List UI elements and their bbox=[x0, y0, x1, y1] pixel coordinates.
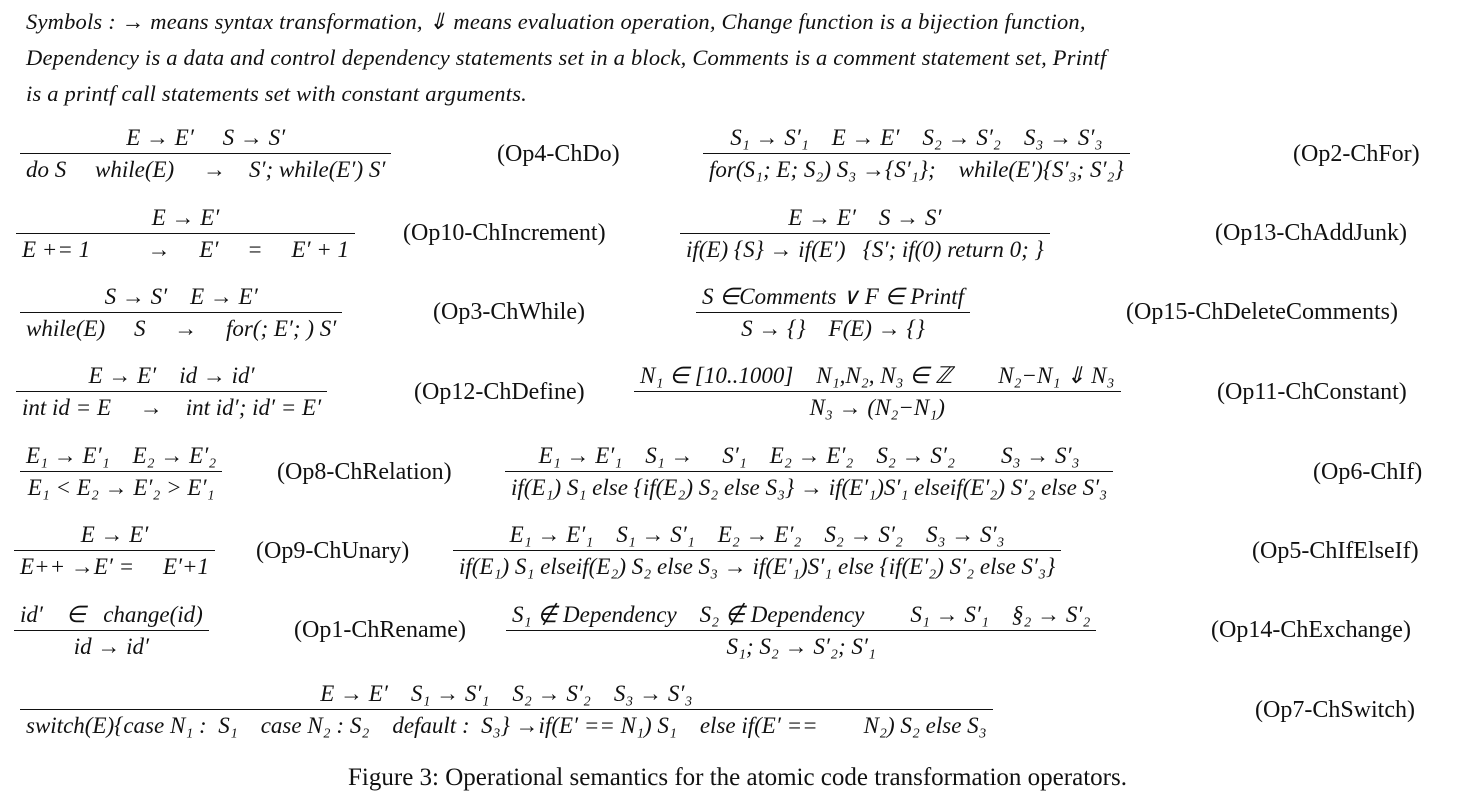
rule-op15 bbox=[696, 283, 970, 343]
inference-bar bbox=[506, 630, 1096, 631]
rule-premise: id′ ∈ change(id) bbox=[20, 602, 203, 627]
rule-premise: S₁ → S′₁ E → E′ S₂ → S′₂ S₃ → S′₃ bbox=[730, 125, 1103, 150]
rule-label-op9: (Op9-ChUnary) bbox=[256, 538, 410, 564]
rule-premise: E → E′ bbox=[151, 205, 220, 230]
rule-conclusion: while(E) S → for(; E′; ) S′ bbox=[26, 316, 337, 341]
inference-bar bbox=[20, 709, 993, 710]
rule-op12 bbox=[16, 362, 327, 422]
rule-label-op4: (Op4-ChDo) bbox=[497, 141, 620, 167]
rule-conclusion: if(E₁) S₁ elseif(E₂) S₂ else S₃ → if(E′₁)S′₁ else {if(E′₂) S′₂ else S′₃} bbox=[459, 554, 1056, 579]
rule-op4 bbox=[20, 124, 391, 184]
inference-bar bbox=[505, 471, 1113, 472]
rule-label-op7: (Op7-ChSwitch) bbox=[1255, 697, 1415, 723]
rule-label-op12: (Op12-ChDefine) bbox=[414, 379, 585, 405]
rule-conclusion: E₁ < E₂ → E′₂ > E′₁ bbox=[27, 475, 215, 500]
rule-op5 bbox=[453, 521, 1061, 581]
inference-bar bbox=[680, 233, 1050, 234]
inference-bar bbox=[20, 153, 391, 154]
rule-conclusion: do S while(E) → S′; while(E′) S′ bbox=[26, 157, 386, 182]
rule-conclusion: for(S₁; E; S₂) S₃ →{S′₁}; while(E′){S′₃; S′₂} bbox=[709, 157, 1124, 182]
rule-op13 bbox=[680, 204, 1050, 264]
rule-op6 bbox=[505, 442, 1113, 502]
rule-op7 bbox=[20, 680, 993, 740]
inference-bar bbox=[14, 550, 215, 551]
inference-bar bbox=[634, 391, 1121, 392]
rule-op3 bbox=[20, 283, 342, 343]
rule-conclusion: E++ →E′ = E′+1 bbox=[20, 554, 210, 579]
rule-conclusion: E += 1 → E′ = E′ + 1 bbox=[22, 237, 350, 262]
rule-label-op5: (Op5-ChIfElseIf) bbox=[1252, 538, 1419, 564]
rule-conclusion: if(E₁) S₁ else {if(E₂) S₂ else S₃} → if(E′₁)S′₁ elseif(E′₂) S′₂ else S′₃ bbox=[511, 475, 1108, 500]
rule-premise: E → E′ S → S′ bbox=[788, 205, 942, 230]
figure-caption: Figure 3: Operational semantics for the atomic code transformation operators. bbox=[348, 764, 1127, 791]
rule-op2 bbox=[703, 124, 1130, 184]
rule-label-op2: (Op2-ChFor) bbox=[1293, 141, 1420, 167]
rule-op14 bbox=[506, 601, 1096, 661]
inference-bar bbox=[14, 630, 209, 631]
rule-label-op13: (Op13-ChAddJunk) bbox=[1215, 220, 1407, 246]
rule-label-op8: (Op8-ChRelation) bbox=[277, 459, 452, 485]
rule-conclusion: N₃ → (N₂−N₁) bbox=[809, 395, 945, 420]
legend-line-3: is a printf call statements set with constant arguments. bbox=[26, 81, 527, 106]
rule-op1 bbox=[14, 601, 209, 661]
rule-premise: S ∈Comments ∨ F ∈ Printf bbox=[702, 284, 964, 309]
inference-bar bbox=[696, 312, 970, 313]
inference-bar bbox=[16, 233, 355, 234]
inference-bar bbox=[20, 471, 222, 472]
rule-op11 bbox=[634, 362, 1121, 422]
rule-conclusion: S₁; S₂ → S′₂; S′₁ bbox=[726, 634, 876, 659]
rule-conclusion: S → {} F(E) → {} bbox=[741, 316, 925, 341]
rule-premise: S₁ ∉ Dependency S₂ ∉ Dependency S₁ → S′₁ §₂ → S′₂ bbox=[512, 602, 1091, 627]
rule-premise: N₁ ∈ [10..1000] N₁,N₂, N₃ ∈ ℤ N₂−N₁ ⇓ N₃ bbox=[640, 363, 1115, 388]
rule-premise: E → E′ S₁ → S′₁ S₂ → S′₂ S₃ → S′₃ bbox=[320, 681, 693, 706]
rule-label-op10: (Op10-ChIncrement) bbox=[403, 220, 606, 246]
rule-premise: E → E′ S → S′ bbox=[126, 125, 286, 150]
legend-line-1: Symbols : → means syntax transformation, ⇓ means evaluation operation, Change function is a bijection function, bbox=[26, 9, 1086, 34]
rule-label-op15: (Op15-ChDeleteComments) bbox=[1126, 299, 1398, 325]
rule-label-op6: (Op6-ChIf) bbox=[1313, 459, 1423, 485]
rule-op10 bbox=[16, 204, 355, 264]
rule-label-op3: (Op3-ChWhile) bbox=[433, 299, 585, 325]
rule-conclusion: switch(E){case N₁ : S₁ case N₂ : S₂ default : S₃} →if(E′ == N₁) S₁ else if(E′ == N₂) S₂ else S₃ bbox=[26, 713, 987, 738]
inference-bar bbox=[703, 153, 1130, 154]
rule-label-op14: (Op14-ChExchange) bbox=[1211, 617, 1411, 643]
rule-label-op1: (Op1-ChRename) bbox=[294, 617, 466, 643]
legend-line-2: Dependency is a data and control dependency statements set in a block, Comments is a comment statement set, Printf bbox=[26, 45, 1107, 70]
symbols-legend bbox=[26, 4, 1446, 112]
rule-conclusion: id → id′ bbox=[73, 634, 150, 659]
rule-premise: E₁ → E′₁ E₂ → E′₂ bbox=[26, 443, 217, 468]
inference-bar bbox=[20, 312, 342, 313]
inference-bar bbox=[453, 550, 1061, 551]
rule-premise: E₁ → E′₁ S₁ → S′₁ E₂ → E′₂ S₂ → S′₂ S₃ → S′₃ bbox=[538, 443, 1080, 468]
rule-premise: E → E′ id → id′ bbox=[88, 363, 255, 388]
rule-premise: E₁ → E′₁ S₁ → S′₁ E₂ → E′₂ S₂ → S′₂ S₃ → S′₃ bbox=[509, 522, 1005, 547]
rule-premise: S → S′ E → E′ bbox=[104, 284, 258, 309]
rule-conclusion: int id = E → int id′; id′ = E′ bbox=[22, 395, 322, 420]
inference-bar bbox=[16, 391, 327, 392]
rule-conclusion: if(E) {S} → if(E′) {S′; if(0) return 0; } bbox=[686, 237, 1044, 262]
rule-label-op11: (Op11-ChConstant) bbox=[1217, 379, 1407, 405]
rule-premise: E → E′ bbox=[80, 522, 149, 547]
rule-op9 bbox=[14, 521, 215, 581]
rule-op8 bbox=[20, 442, 222, 502]
